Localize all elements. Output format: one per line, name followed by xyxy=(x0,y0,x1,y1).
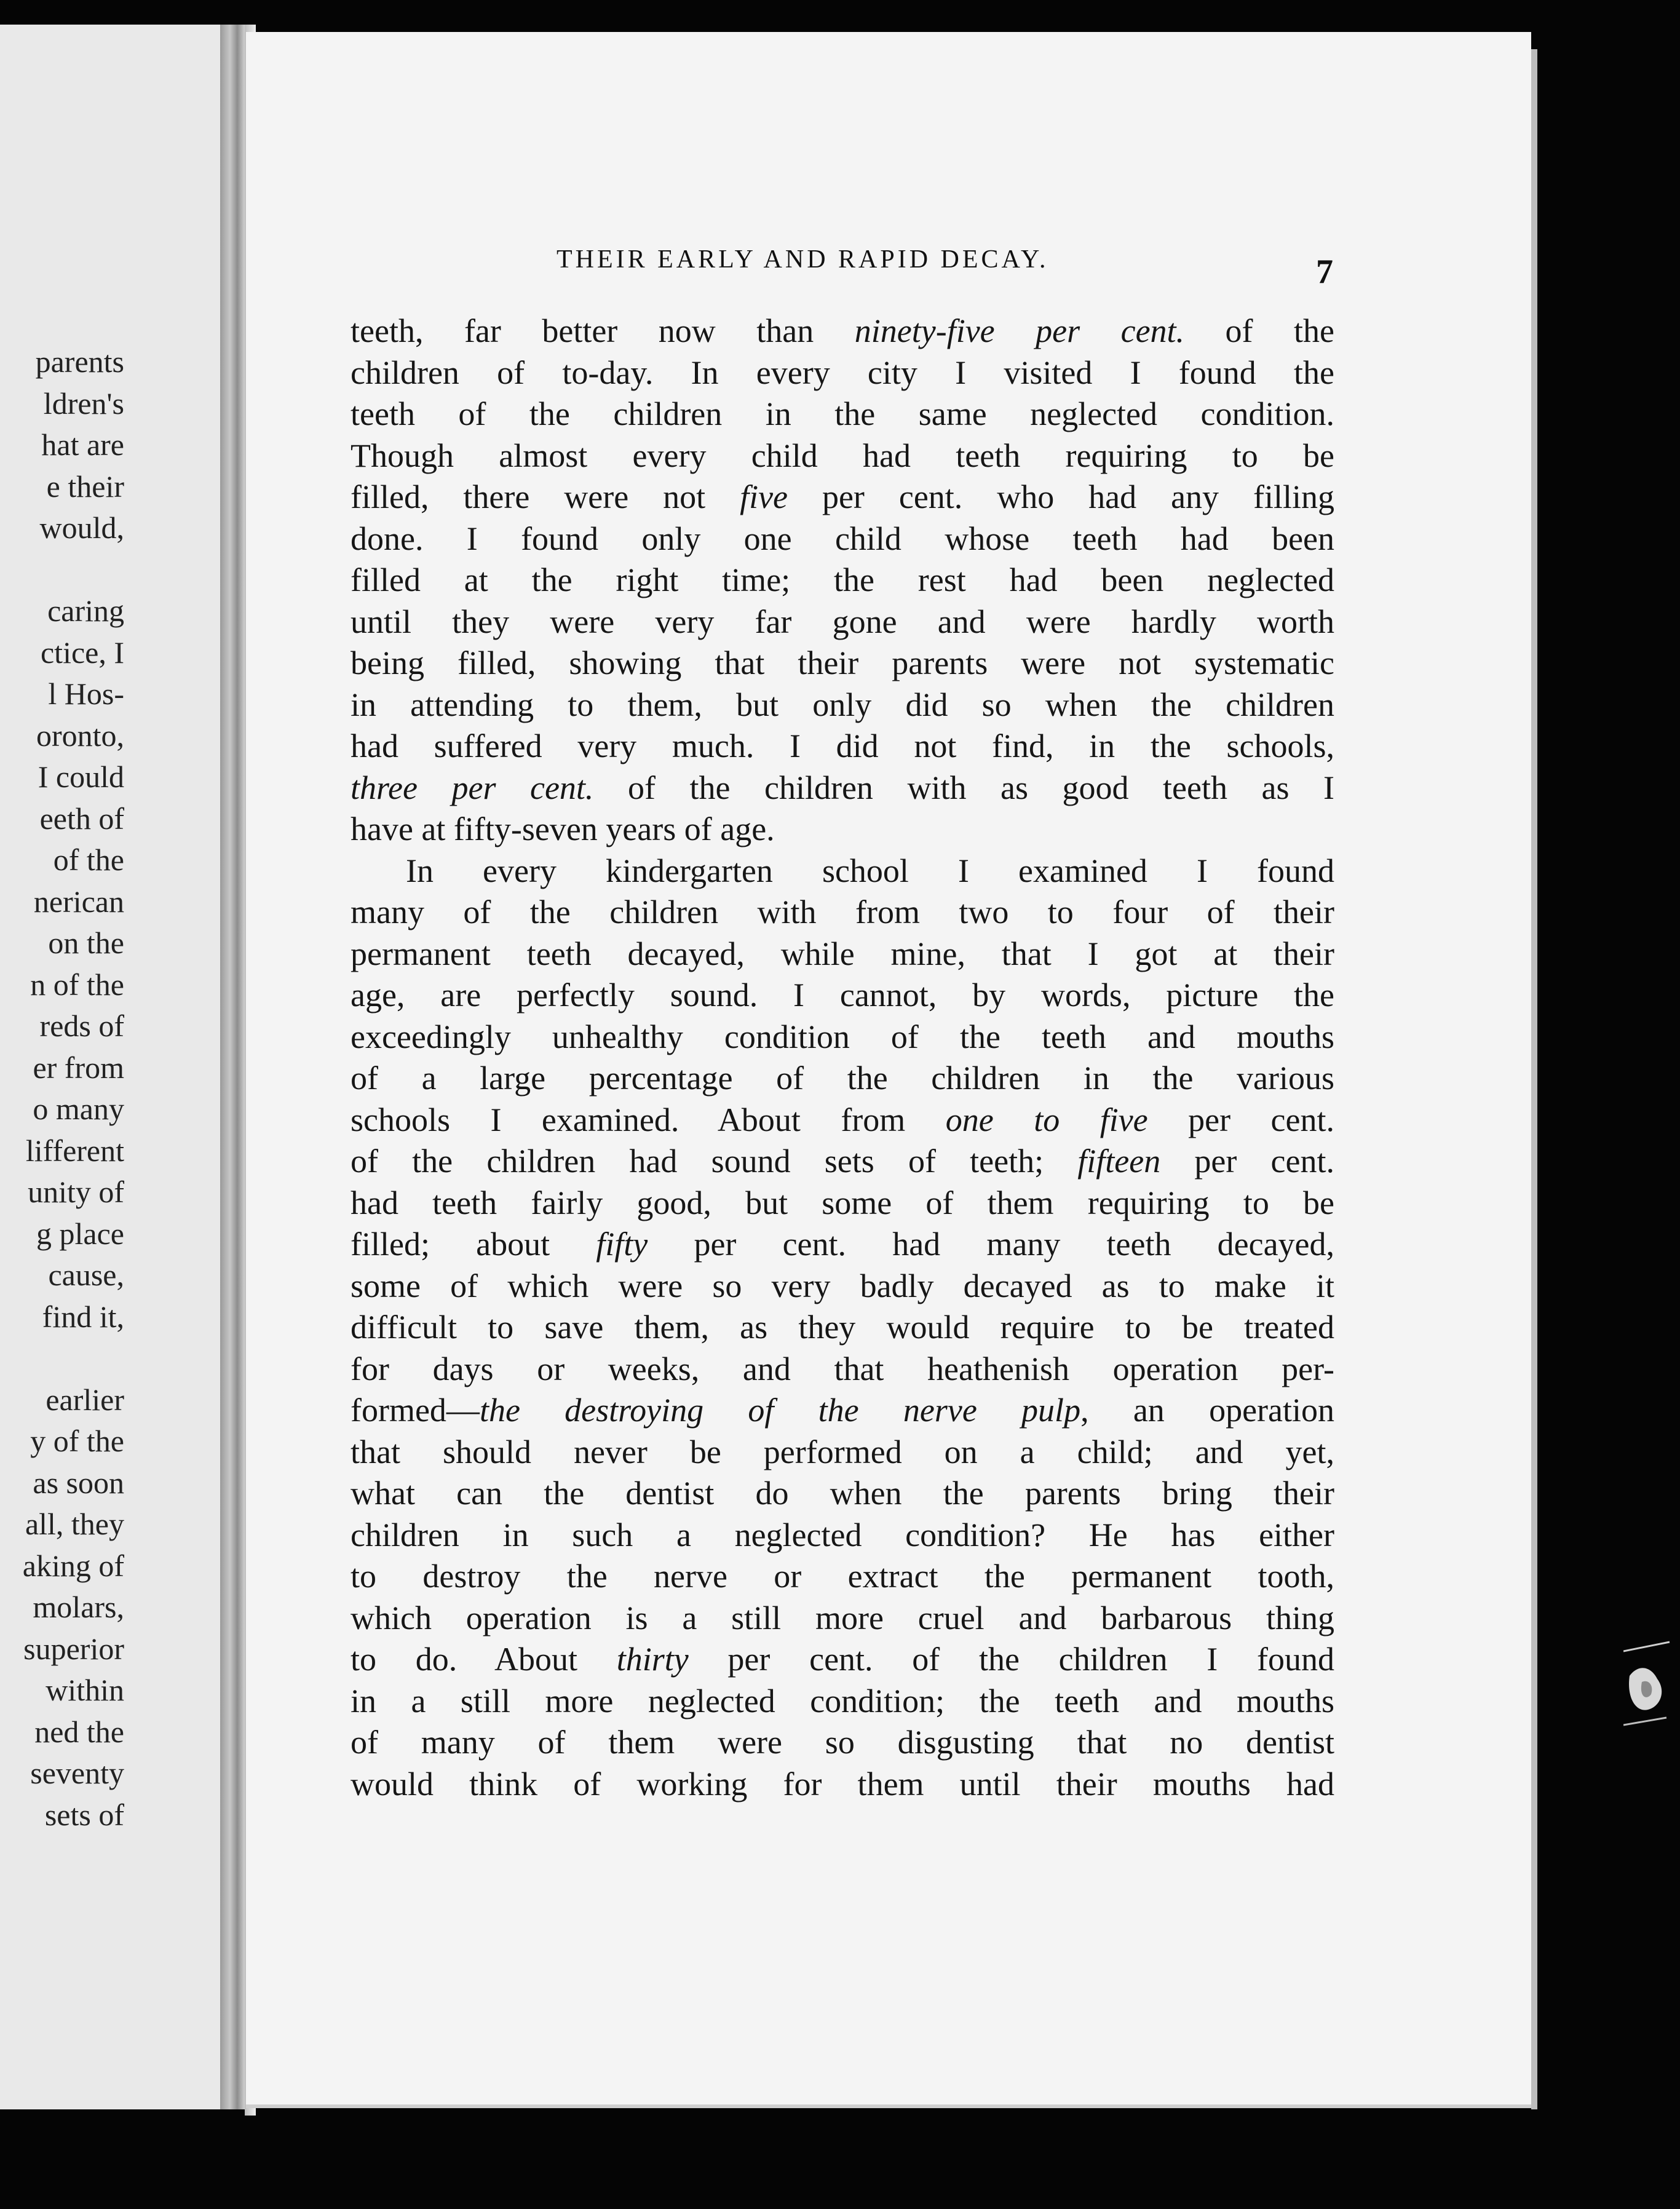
text-run: , an operation xyxy=(1080,1392,1334,1429)
facing-page-line: molars, xyxy=(33,1590,124,1624)
facing-page-line: er from xyxy=(33,1050,124,1085)
text-run: of the children had sound sets of teeth; xyxy=(351,1143,1078,1180)
body-line xyxy=(351,1473,1334,1515)
text-run: difficult to save them, as they would require to be treated xyxy=(351,1309,1334,1346)
facing-page-line: earlier xyxy=(46,1382,124,1417)
facing-page-line: sets of xyxy=(44,1797,124,1832)
body-line xyxy=(351,934,1334,975)
facing-page-gap xyxy=(0,1338,124,1379)
text-run: filled, there were not xyxy=(351,478,740,515)
text-run: per cent. xyxy=(1160,1143,1334,1180)
text-run: filled at the right time; the rest had been neglected xyxy=(351,561,1334,598)
body-line xyxy=(351,477,1334,518)
facing-page-line: unity of xyxy=(28,1175,124,1209)
text-run: of a large percentage of the children in the various xyxy=(351,1060,1334,1097)
facing-page-line: cause, xyxy=(48,1258,124,1292)
text-run: age, are perfectly sound. I cannot, by words, picture the xyxy=(351,977,1334,1013)
italic-run: ninety-five per cent. xyxy=(854,312,1185,349)
text-run: children in such a neglected condition? He has either xyxy=(351,1516,1334,1553)
text-run: to destroy the nerve or extract the permanent tooth, xyxy=(351,1558,1334,1595)
body-line xyxy=(351,1100,1334,1141)
text-run: per cent. had many teeth decayed, xyxy=(648,1226,1334,1263)
text-run: of many of them were so disgusting that no dentist xyxy=(351,1724,1334,1761)
body-line xyxy=(351,1266,1334,1307)
body-line xyxy=(351,684,1334,726)
body-line xyxy=(351,1639,1334,1681)
facing-page-line: y of the xyxy=(30,1424,124,1458)
body-line xyxy=(351,435,1334,477)
italic-run: five xyxy=(740,478,788,515)
body-line xyxy=(351,1515,1334,1557)
text-run: had suffered very much. I did not find, in the schools, xyxy=(351,728,1334,764)
body-text xyxy=(351,311,1334,1805)
facing-page-line: caring xyxy=(47,593,124,628)
text-run: many of the children with from two to four of their xyxy=(351,894,1334,930)
facing-page-line: eeth of xyxy=(39,801,124,836)
facing-page-line: oronto, xyxy=(36,718,124,753)
text-run: filled; about xyxy=(351,1226,596,1263)
facing-page-line: aking of xyxy=(22,1548,124,1583)
italic-run: fifteen xyxy=(1077,1143,1161,1180)
text-run: in attending to them, but only did so when the children xyxy=(351,686,1334,723)
body-line xyxy=(351,1224,1334,1266)
facing-page-line: would, xyxy=(39,510,124,545)
text-run: children of to-day. In every city I visited I found the xyxy=(351,354,1334,391)
body-line xyxy=(351,1390,1334,1432)
text-run: exceedingly unhealthy condition of the teeth and mouths xyxy=(351,1018,1334,1055)
page-edge xyxy=(1531,49,1537,2109)
facing-page-left xyxy=(0,25,232,2109)
facing-page-line: parents xyxy=(35,344,124,379)
facing-page-line: I could xyxy=(38,759,124,794)
text-run: Though almost every child had teeth requiring to be xyxy=(351,437,1334,474)
body-line xyxy=(351,1681,1334,1723)
text-run: would think of working for them until their mouths had xyxy=(351,1765,1334,1802)
text-run: some of which were so very badly decayed as to make it xyxy=(351,1267,1334,1304)
text-run: which operation is a still more cruel and barbarous thing xyxy=(351,1599,1334,1636)
body-line xyxy=(351,518,1334,560)
facing-page-text xyxy=(0,341,124,1836)
body-line xyxy=(351,1307,1334,1349)
facing-page-line: of the xyxy=(53,843,124,877)
body-line xyxy=(351,1141,1334,1183)
text-run: permanent teeth decayed, while mine, that I got at their xyxy=(351,935,1334,972)
text-run: until they were very far gone and were hardly worth xyxy=(351,603,1334,640)
body-line xyxy=(351,352,1334,394)
text-run: done. I found only one child whose teeth had been xyxy=(351,520,1334,557)
text-run: that should never be performed on a child; and yet, xyxy=(351,1433,1334,1470)
text-run: In every kindergarten school I examined I found xyxy=(406,852,1334,889)
facing-page-line: l Hos- xyxy=(48,676,124,711)
facing-page-line: superior xyxy=(23,1631,124,1666)
facing-page-line: o many xyxy=(33,1092,124,1126)
text-run: of the children with as good teeth as I xyxy=(593,769,1334,806)
facing-page-line: as soon xyxy=(33,1465,124,1500)
body-line xyxy=(351,892,1334,934)
text-run: have at fifty-seven years of age. xyxy=(351,811,775,847)
facing-page-line: find it, xyxy=(42,1299,124,1334)
italic-run: one to five xyxy=(945,1101,1148,1138)
body-line xyxy=(351,1722,1334,1764)
body-line xyxy=(351,311,1334,352)
scan-debris-mark xyxy=(1623,1639,1673,1731)
body-line xyxy=(351,767,1334,809)
facing-page-line: on the xyxy=(48,926,124,960)
facing-page-line: g place xyxy=(36,1216,124,1251)
body-line xyxy=(351,560,1334,601)
body-line xyxy=(351,726,1334,767)
body-line xyxy=(351,643,1334,684)
text-run: had teeth fairly good, but some of them requiring to be xyxy=(351,1184,1334,1221)
facing-page-line: ldren's xyxy=(43,386,124,421)
facing-page-line: e their xyxy=(46,469,124,504)
italic-run: fifty xyxy=(596,1226,648,1263)
text-run: per cent. of the children I found xyxy=(688,1641,1334,1678)
body-line xyxy=(351,851,1334,892)
body-line xyxy=(351,1764,1334,1806)
body-line xyxy=(351,809,1334,851)
body-line xyxy=(351,601,1334,643)
body-line xyxy=(351,975,1334,1017)
facing-page-line: hat are xyxy=(41,427,124,462)
body-line xyxy=(351,1183,1334,1224)
text-run: schools I examined. About from xyxy=(351,1101,946,1138)
running-head: THEIR EARLY AND RAPID DECAY. xyxy=(557,245,1049,274)
book-gutter xyxy=(220,25,245,2109)
body-line xyxy=(351,1432,1334,1473)
text-run: per cent. xyxy=(1147,1101,1334,1138)
text-run: teeth, far better now than xyxy=(351,312,855,349)
facing-page-line: ned the xyxy=(34,1714,124,1749)
body-line xyxy=(351,1556,1334,1598)
italic-run: the destroying of the nerve pulp xyxy=(479,1392,1081,1429)
text-run: to do. About xyxy=(351,1641,617,1678)
italic-run: thirty xyxy=(616,1641,689,1678)
facing-page-line: all, they xyxy=(25,1507,124,1541)
text-run: in a still more neglected condition; the teeth and mouths xyxy=(351,1682,1334,1719)
facing-page-gap xyxy=(0,549,124,591)
italic-run: three per cent. xyxy=(351,769,594,806)
body-line xyxy=(351,1017,1334,1058)
text-run: teeth of the children in the same neglected condition. xyxy=(351,395,1334,432)
page-number: 7 xyxy=(1316,253,1333,291)
body-line xyxy=(351,1058,1334,1100)
facing-page-line: reds of xyxy=(39,1009,124,1043)
facing-page-line: ctice, I xyxy=(40,635,124,670)
text-run: formed— xyxy=(351,1392,480,1429)
body-line xyxy=(351,1349,1334,1390)
text-run: for days or weeks, and that heathenish operation per- xyxy=(351,1350,1334,1387)
facing-page-line: within xyxy=(46,1673,124,1707)
facing-page-line: n of the xyxy=(30,967,124,1002)
body-line xyxy=(351,394,1334,435)
text-run: per cent. who had any filling xyxy=(788,478,1334,515)
body-line xyxy=(351,1598,1334,1640)
text-run: being filled, showing that their parents were not systematic xyxy=(351,644,1334,681)
facing-page-line: seventy xyxy=(30,1756,124,1790)
facing-page-line: nerican xyxy=(33,884,124,919)
text-run: of the xyxy=(1184,312,1335,349)
facing-page-line: lifferent xyxy=(25,1133,124,1168)
text-run: what can the dentist do when the parents bring their xyxy=(351,1475,1334,1512)
